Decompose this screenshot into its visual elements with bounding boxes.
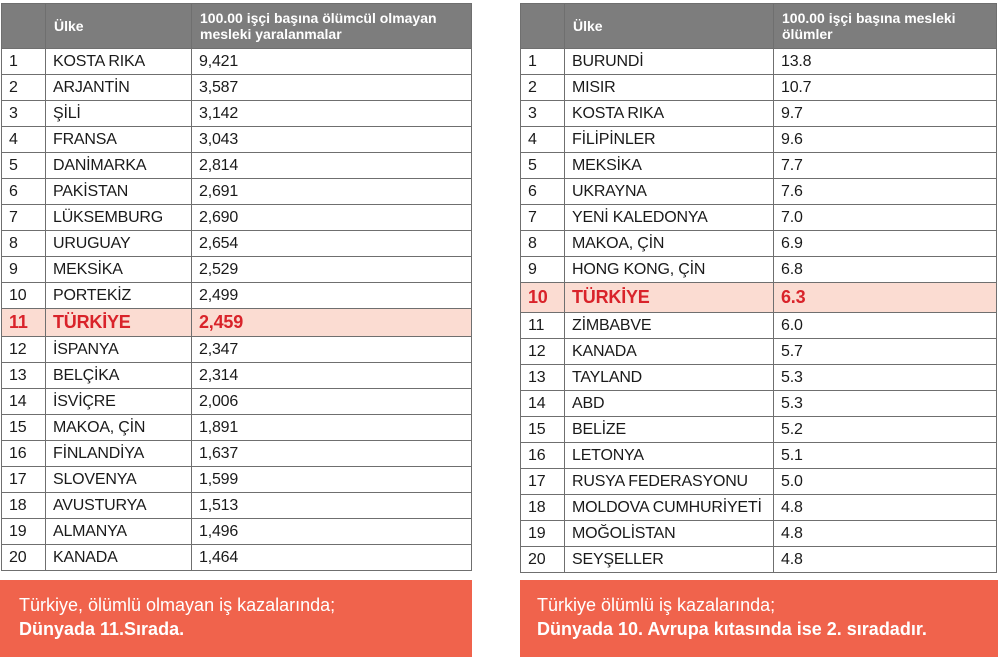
- rank-cell: 8: [521, 231, 565, 257]
- value-cell: 9.7: [774, 101, 997, 127]
- country-cell: BURUNDİ: [565, 49, 774, 75]
- rank-header: [521, 4, 565, 49]
- table-row: [521, 365, 997, 391]
- country-header: Ülke: [46, 4, 192, 49]
- non-fatal-injuries-table: [1, 3, 472, 571]
- country-cell: MEKSİKA: [565, 153, 774, 179]
- value-cell: 7.7: [774, 153, 997, 179]
- value-cell: 1,891: [192, 415, 472, 441]
- table-row: [2, 127, 472, 153]
- value-cell: 5.3: [774, 391, 997, 417]
- country-cell: İSPANYA: [46, 337, 192, 363]
- country-cell: FRANSA: [46, 127, 192, 153]
- table-row: [2, 101, 472, 127]
- country-cell: KOSTA RIKA: [565, 101, 774, 127]
- rank-cell: 15: [2, 415, 46, 441]
- rank-cell: 14: [2, 389, 46, 415]
- country-cell: ALMANYA: [46, 519, 192, 545]
- banner-line-1: Türkiye, ölümlü olmayan iş kazalarında;: [19, 595, 336, 615]
- table-row: [2, 467, 472, 493]
- rank-cell: 11: [2, 309, 46, 337]
- value-cell: 6.3: [774, 283, 997, 313]
- rank-cell: 13: [2, 363, 46, 389]
- rank-cell: 17: [2, 467, 46, 493]
- rank-cell: 13: [521, 365, 565, 391]
- value-cell: 5.0: [774, 469, 997, 495]
- country-header: Ülke: [565, 4, 774, 49]
- value-cell: 7.6: [774, 179, 997, 205]
- table-row: [521, 443, 997, 469]
- country-cell: URUGUAY: [46, 231, 192, 257]
- rank-cell: 15: [521, 417, 565, 443]
- rank-cell: 6: [521, 179, 565, 205]
- table-row: [2, 49, 472, 75]
- table-row: [521, 521, 997, 547]
- country-cell: MAKOA, ÇİN: [46, 415, 192, 441]
- rank-cell: 3: [2, 101, 46, 127]
- country-cell: SEYŞELLER: [565, 547, 774, 573]
- table-row: [2, 519, 472, 545]
- rank-cell: 16: [521, 443, 565, 469]
- value-cell: 4.8: [774, 547, 997, 573]
- table-row: [521, 547, 997, 573]
- value-cell: 7.0: [774, 205, 997, 231]
- country-cell: ZİMBABVE: [565, 313, 774, 339]
- value-cell: 2,690: [192, 205, 472, 231]
- table-row: [2, 389, 472, 415]
- table-header-row: [521, 4, 997, 49]
- country-cell: ŞİLİ: [46, 101, 192, 127]
- table-row: [2, 441, 472, 467]
- value-cell: 6.9: [774, 231, 997, 257]
- rank-cell: 18: [2, 493, 46, 519]
- table-row: [521, 339, 997, 365]
- country-cell: PORTEKİZ: [46, 283, 192, 309]
- rank-cell: 16: [2, 441, 46, 467]
- value-cell: 1,637: [192, 441, 472, 467]
- rank-cell: 8: [2, 231, 46, 257]
- table-row: [2, 337, 472, 363]
- table-row: [521, 391, 997, 417]
- rank-cell: 19: [521, 521, 565, 547]
- value-cell: 3,587: [192, 75, 472, 101]
- rank-cell: 4: [521, 127, 565, 153]
- value-cell: 1,513: [192, 493, 472, 519]
- table-row: [521, 417, 997, 443]
- rank-cell: 3: [521, 101, 565, 127]
- country-cell: DANİMARKA: [46, 153, 192, 179]
- value-cell: 2,347: [192, 337, 472, 363]
- value-cell: 5.7: [774, 339, 997, 365]
- occupational-deaths-table: [520, 3, 997, 573]
- rank-cell: 2: [521, 75, 565, 101]
- value-cell: 5.1: [774, 443, 997, 469]
- table-row: [521, 313, 997, 339]
- rank-cell: 5: [2, 153, 46, 179]
- country-cell: MISIR: [565, 75, 774, 101]
- country-cell: MAKOA, ÇİN: [565, 231, 774, 257]
- value-cell: 3,043: [192, 127, 472, 153]
- table-row: [521, 127, 997, 153]
- table-row: [521, 205, 997, 231]
- value-cell: 9.6: [774, 127, 997, 153]
- country-cell: MEKSİKA: [46, 257, 192, 283]
- table-row: [521, 179, 997, 205]
- table-row: [521, 469, 997, 495]
- rank-cell: 20: [521, 547, 565, 573]
- value-cell: 9,421: [192, 49, 472, 75]
- table-row: [2, 153, 472, 179]
- rank-cell: 12: [521, 339, 565, 365]
- rank-cell: 11: [521, 313, 565, 339]
- rank-cell: 6: [2, 179, 46, 205]
- banner-line-1: Türkiye ölümlü iş kazalarında;: [537, 595, 776, 615]
- value-cell: 10.7: [774, 75, 997, 101]
- country-cell: RUSYA FEDERASYONU: [565, 469, 774, 495]
- country-cell: BELÇİKA: [46, 363, 192, 389]
- table-row: [521, 101, 997, 127]
- value-cell: 2,459: [192, 309, 472, 337]
- table-row: [521, 49, 997, 75]
- value-cell: 4.8: [774, 495, 997, 521]
- rank-cell: 14: [521, 391, 565, 417]
- value-cell: 1,496: [192, 519, 472, 545]
- value-cell: 1,599: [192, 467, 472, 493]
- rank-header: [2, 4, 46, 49]
- country-cell: HONG KONG, ÇİN: [565, 257, 774, 283]
- table-row: [2, 545, 472, 571]
- table-row: [521, 283, 997, 313]
- country-cell: KANADA: [565, 339, 774, 365]
- value-header: 100.00 işçi başına mesleki ölümler: [774, 4, 997, 49]
- table-row: [2, 179, 472, 205]
- rank-cell: 2: [2, 75, 46, 101]
- rank-cell: 9: [521, 257, 565, 283]
- country-cell: FİNLANDİYA: [46, 441, 192, 467]
- rank-cell: 10: [521, 283, 565, 313]
- country-cell: BELİZE: [565, 417, 774, 443]
- country-cell: AVUSTURYA: [46, 493, 192, 519]
- country-cell: LÜKSEMBURG: [46, 205, 192, 231]
- value-cell: 6.8: [774, 257, 997, 283]
- table-row: [2, 257, 472, 283]
- fatal-summary-banner: [520, 580, 998, 657]
- rank-cell: 9: [2, 257, 46, 283]
- table-row: [2, 231, 472, 257]
- country-cell: İSVİÇRE: [46, 389, 192, 415]
- rank-cell: 1: [521, 49, 565, 75]
- value-cell: 5.2: [774, 417, 997, 443]
- value-cell: 3,142: [192, 101, 472, 127]
- table-header-row: [2, 4, 472, 49]
- rank-cell: 7: [2, 205, 46, 231]
- table-row: [2, 493, 472, 519]
- rank-cell: 17: [521, 469, 565, 495]
- non-fatal-summary-banner: [0, 580, 472, 657]
- country-cell: KOSTA RIKA: [46, 49, 192, 75]
- table-row: [2, 205, 472, 231]
- rank-cell: 4: [2, 127, 46, 153]
- value-cell: 4.8: [774, 521, 997, 547]
- value-cell: 2,691: [192, 179, 472, 205]
- value-cell: 2,314: [192, 363, 472, 389]
- country-cell: PAKİSTAN: [46, 179, 192, 205]
- rank-cell: 10: [2, 283, 46, 309]
- rank-cell: 19: [2, 519, 46, 545]
- country-cell: LETONYA: [565, 443, 774, 469]
- value-cell: 2,654: [192, 231, 472, 257]
- table-row: [521, 231, 997, 257]
- country-cell: TÜRKİYE: [565, 283, 774, 313]
- rank-cell: 7: [521, 205, 565, 231]
- table-row: [521, 75, 997, 101]
- country-cell: ARJANTİN: [46, 75, 192, 101]
- country-cell: TAYLAND: [565, 365, 774, 391]
- table-row: [2, 363, 472, 389]
- country-cell: YENİ KALEDONYA: [565, 205, 774, 231]
- country-cell: ABD: [565, 391, 774, 417]
- value-cell: 2,814: [192, 153, 472, 179]
- table-row: [2, 75, 472, 101]
- country-cell: TÜRKİYE: [46, 309, 192, 337]
- rank-cell: 1: [2, 49, 46, 75]
- table-row: [2, 283, 472, 309]
- rank-cell: 5: [521, 153, 565, 179]
- rank-cell: 12: [2, 337, 46, 363]
- banner-line-2: Dünyada 11.Sırada.: [19, 619, 185, 639]
- country-cell: MOĞOLİSTAN: [565, 521, 774, 547]
- value-cell: 2,529: [192, 257, 472, 283]
- value-cell: 13.8: [774, 49, 997, 75]
- country-cell: FİLİPİNLER: [565, 127, 774, 153]
- value-cell: 5.3: [774, 365, 997, 391]
- rank-cell: 20: [2, 545, 46, 571]
- value-cell: 6.0: [774, 313, 997, 339]
- value-cell: 1,464: [192, 545, 472, 571]
- country-cell: SLOVENYA: [46, 467, 192, 493]
- value-cell: 2,006: [192, 389, 472, 415]
- country-cell: KANADA: [46, 545, 192, 571]
- rank-cell: 18: [521, 495, 565, 521]
- country-cell: MOLDOVA CUMHURİYETİ: [565, 495, 774, 521]
- banner-line-2: Dünyada 10. Avrupa kıtasında ise 2. sıradadır.: [537, 619, 927, 639]
- country-cell: UKRAYNA: [565, 179, 774, 205]
- value-header: 100.00 işçi başına ölümcül olmayan mesleki yaralanmalar: [192, 4, 472, 49]
- table-row: [521, 495, 997, 521]
- table-row: [521, 153, 997, 179]
- table-row: [2, 415, 472, 441]
- value-cell: 2,499: [192, 283, 472, 309]
- table-row: [521, 257, 997, 283]
- table-row: [2, 309, 472, 337]
